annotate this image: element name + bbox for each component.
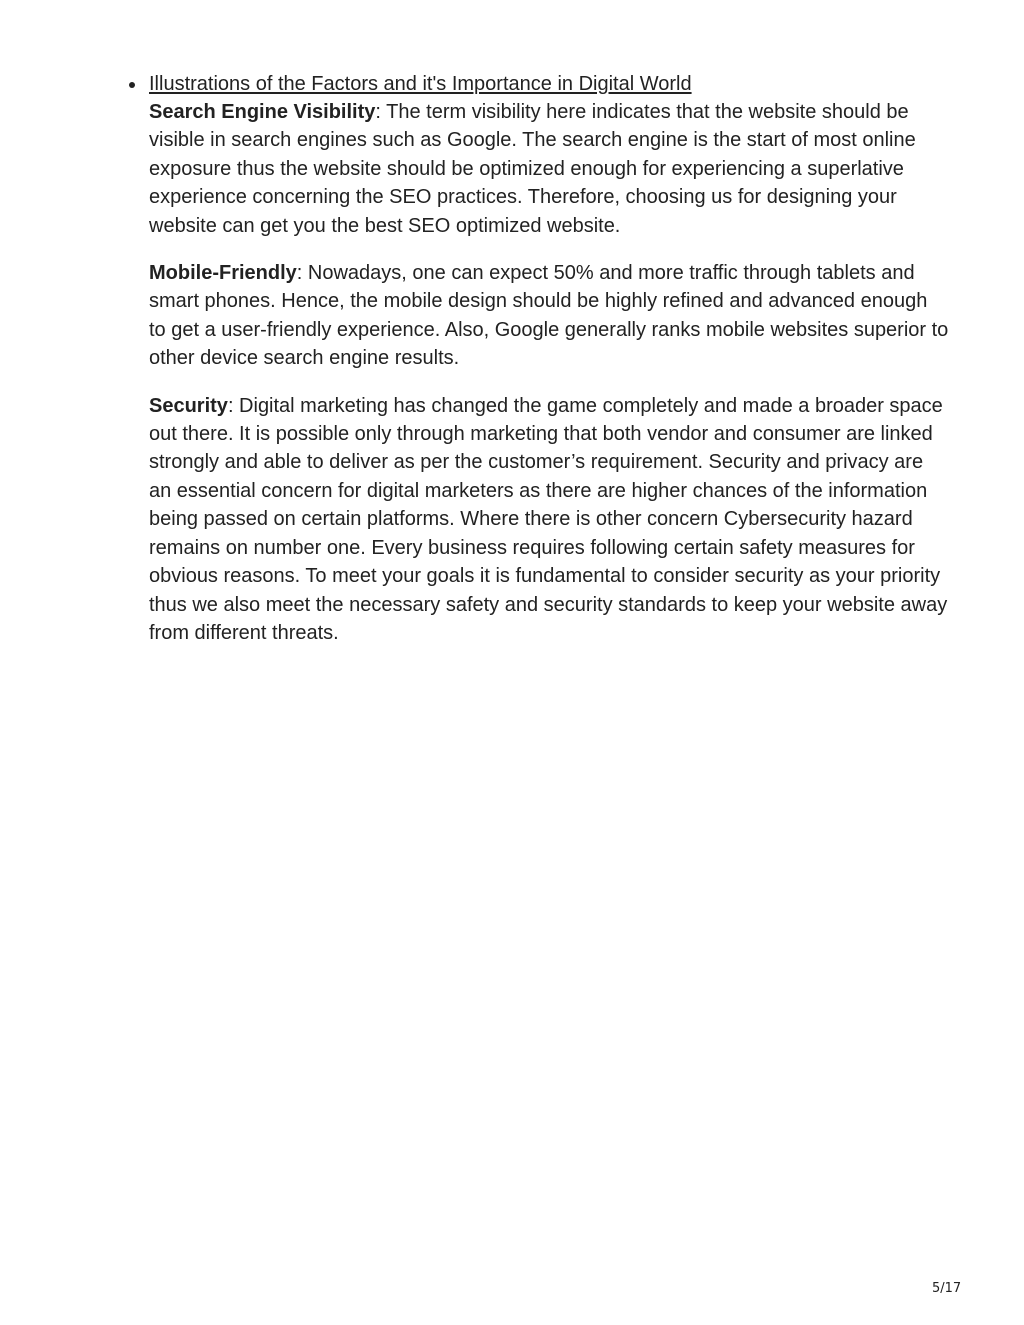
article-content [149,70,949,666]
paragraph-security [149,392,949,648]
paragraph-mobile-friendly [149,259,949,373]
factors-link[interactable]: Illustrations of the Factors and it's Importance in Digital World [149,73,692,95]
paragraph-heading: Security [149,394,228,417]
page-number: 5/17 [932,1281,962,1296]
paragraph-body: : Nowadays, one can expect 50% and more traffic through tablets and smart phones. Hence, the mobile design should be highly refined and advanced enough to get a user-friendly experience. Also, Google generally ranks mobile websites superior to other device search engine results. [149,262,949,370]
paragraph-heading: Search Engine Visibility [149,101,376,123]
paragraph-body: : The term visibility here indicates that the website should be visible in search engines such as Google. The search engine is the start of most online exposure thus the website should be optimized enough for experiencing a superlative experience concerning the SEO practices. Therefore, choosing us for designing your website can get you the best SEO optimized website. [149,101,916,237]
paragraph-body: : Digital marketing has changed the game completely and made a broader space out there. It is possible only through marketing that both vendor and consumer are linked strongly and able to deliver as per the customer’s requirement. Security and privacy are an essential concern for digital marketers as there are higher chances of the information being passed on certain platforms. Where there is other concern Cybersecurity hazard remains on number one. Every business requires following certain safety measures for obvious reasons. To meet your goals it is fundamental to consider security as your priority thus we also meet the necessary safety and security standards to keep your website away from different threats. [149,394,948,644]
bullet-icon [129,82,135,88]
list-item [149,70,949,98]
paragraph-heading: Mobile-Friendly [149,262,297,285]
paragraph-search-engine-visibility [149,98,949,240]
